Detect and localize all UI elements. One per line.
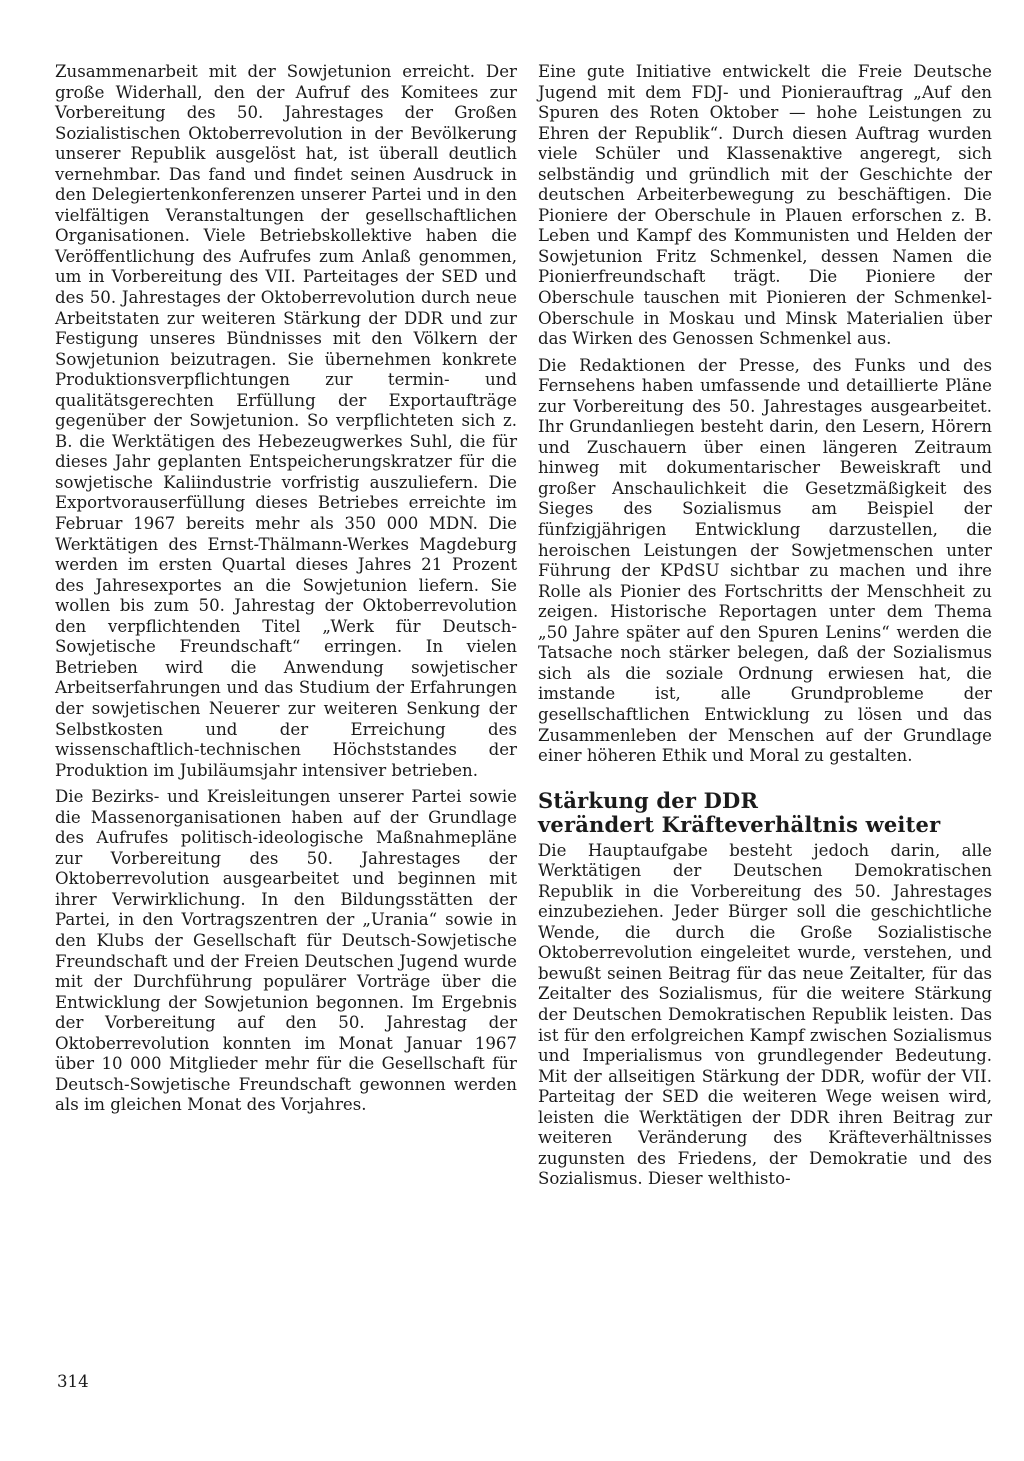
paragraph: Zusammenarbeit mit der Sowjetunion erreicht. Der große Widerhall, den der Aufruf des Komitees zur Vorbereitung des 50. Jahrestages der Großen Sozialistischen Oktoberrevolution in der Bevölkerung unserer Republik ausgelöst hat, ist überall deutlich vernehmbar. Das fand und findet seinen Ausdruck in den Delegiertenkonferenzen unserer Partei und in den vielfältigen Veranstaltungen der gesellschaftlichen Organisationen. Viele Betriebskollektive haben die Veröffentlichung des Aufrufes zum Anlaß genommen, um in Vorbereitung des VII. Parteitages der SED und des 50. Jahrestages der Oktoberrevolution durch neue Arbeitstaten zur weiteren Stärkung der DDR und zur Festigung unseres Bündnisses mit den Völkern der Sowjetunion beizutragen. Sie übernehmen konkrete Produktionsverpflichtungen zur termin- und qualitätsgerechten Erfüllung der Exportaufträge gegenüber der Sowjetunion. So verpflichteten sich z. B. die Werktätigen des Hebezeugwerkes Suhl, die für dieses Jahr geplanten Entspeicherungskratzer für die sowjetische Kaliindustrie vorfristig auszuliefern. Die Exportvorauserfüllung dieses Betriebes erreichte im Februar 1967 bereits mehr als 350 000 MDN. Die Werktätigen des Ernst-Thälmann-Werkes Magdeburg werden im ersten Quartal dieses Jahres 21 Prozent des Jahresexportes an die Sowjetunion liefern. Sie wollen bis zum 50. Jahrestag der Oktoberrevolution den verpflichtenden Titel „Werk für Deutsch-Sowjetische Freundschaft“ erringen. In vielen Betrieben wird die Anwendung sowjetischer Arbeitserfahrungen und das Studium der Erfahrungen der sowjetischen Neuerer zur weiteren Senkung der Selbstkosten und der Erreichung des wissenschaftlich-technischen Höchststandes der Produktion im Jubiläumsjahr intensiver betrieben.	[55, 62, 517, 780]
right-column	[538, 62, 992, 1190]
paragraph: Eine gute Initiative entwickelt die Freie Deutsche Jugend mit dem FDJ- und Pionierauftrag „Auf den Spuren des Roten Oktober — hohe Leistungen zu Ehren der Republik“. Durch diesen Auftrag wurden viele Schüler und Klassenaktive angeregt, sich selbständig und gründlich mit der Geschichte der deutschen Arbeiterbewegung zu beschäftigen. Die Pioniere der Oberschule in Plauen erforschen z. B. Leben und Kampf des Kommunisten und Helden der Sowjetunion Fritz Schmenkel, dessen Namen die Pionierfreundschaft trägt. Die Pioniere der Oberschule tauschen mit Pionieren der Schmenkel-Oberschule in Moskau und Minsk Materialien über das Wirken des Genossen Schmenkel aus.	[538, 62, 992, 349]
section-heading-line: Stärkung der DDR	[538, 787, 759, 813]
page-number: 314	[57, 1372, 89, 1391]
section-heading-line: verändert Kräfteverhältnis weiter	[538, 811, 941, 837]
section-heading	[538, 789, 992, 837]
left-column	[55, 62, 517, 1116]
paragraph: Die Bezirks- und Kreisleitungen unserer Partei sowie die Massenorganisationen haben auf der Grundlage des Aufrufes politisch-ideologische Maßnahmepläne zur Vorbereitung des 50. Jahrestages der Oktoberrevolution ausgearbeitet und beginnen mit ihrer Verwirklichung. In den Bildungsstätten der Partei, in den Vortragszentren der „Urania“ sowie in den Klubs der Gesellschaft für Deutsch-Sowjetische Freundschaft und der Freien Deutschen Jugend wurde mit der Durchführung populärer Vorträge über die Entwicklung der Sowjetunion begonnen. Im Ergebnis der Vorbereitung auf den 50. Jahrestag der Oktoberrevolution konnten im Monat Januar 1967 über 10 000 Mitglieder mehr für die Gesellschaft für Deutsch-Sowjetische Freundschaft gewonnen werden als im gleichen Monat des Vorjahres.	[55, 787, 517, 1115]
paragraph: Die Hauptaufgabe besteht jedoch darin, alle Werktätigen der Deutschen Demokratischen Republik in die Vorbereitung des 50. Jahrestages einzubeziehen. Jeder Bürger soll die geschichtliche Wende, die durch die Große Sozialistische Oktoberrevolution eingeleitet wurde, verstehen, und bewußt seinen Beitrag für das neue Zeitalter, für das Zeitalter des Sozialismus, für die weitere Stärkung der Deutschen Demokratischen Republik leisten. Das ist für den erfolgreichen Kampf zwischen Sozialismus und Imperialismus von grundlegender Bedeutung. Mit der allseitigen Stärkung der DDR, wofür der VII. Parteitag der SED die weiteren Wege weisen wird, leisten die Werktätigen der DDR ihren Beitrag zur weiteren Veränderung des Kräfteverhältnisses zugunsten des Friedens, der Demokratie und des Sozialismus. Dieser welthisto-	[538, 840, 992, 1189]
paragraph: Die Redaktionen der Presse, des Funks und des Fernsehens haben umfassende und detaillierte Pläne zur Vorbereitung des 50. Jahrestages ausgearbeitet. Ihr Grundanliegen besteht darin, den Lesern, Hörern und Zuschauern über einen längeren Zeitraum hinweg mit dokumentarischer Beweiskraft und großer Anschaulichkeit die Gesetzmäßigkeit des Sieges des Sozialismus am Beispiel der fünfzigjährigen Entwicklung darzustellen, die heroischen Leistungen der Sowjetmenschen unter Führung der KPdSU sichtbar zu machen und ihre Rolle als Pionier des Fortschritts der Menschheit zu zeigen. Historische Reportagen unter dem Thema „50 Jahre später auf den Spuren Lenins“ werden die Tatsache noch stärker belegen, daß der Sozialismus sich als die soziale Ordnung erwiesen hat, die imstande ist, alle Grundprobleme der gesellschaftlichen Entwicklung zu lösen und das Zusammenleben der Menschen auf der Grundlage einer höheren Ethik und Moral zu gestalten.	[538, 355, 992, 766]
